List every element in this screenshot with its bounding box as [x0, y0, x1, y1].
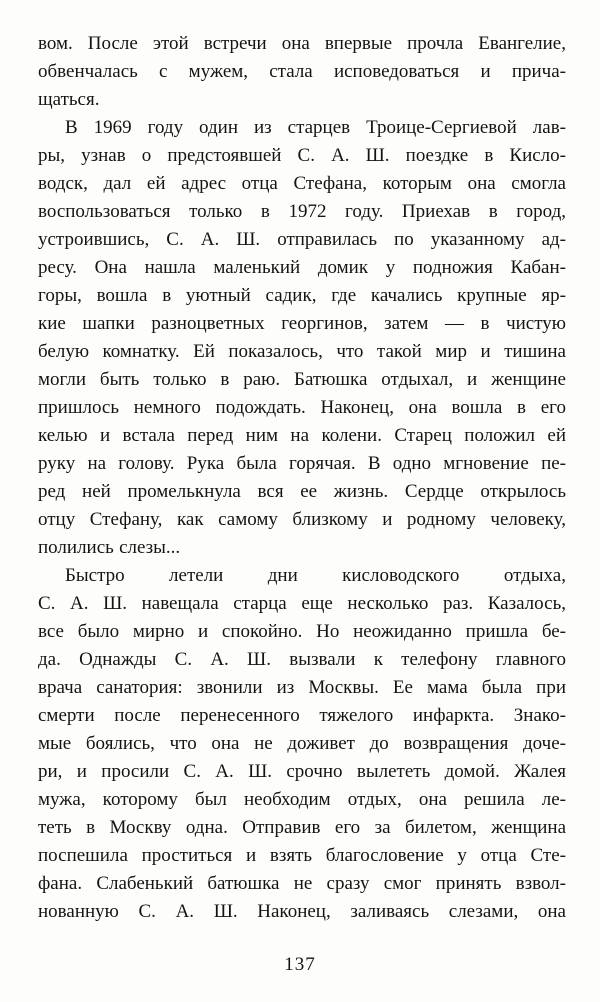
text-line: горы, вошла в уютный садик, где качались крупные яр-: [38, 285, 566, 306]
text-line: ред ней промелькнула вся ее жизнь. Сердце открылось: [38, 481, 566, 502]
text-line: да. Однажды С. А. Ш. вызвали к телефону главного: [38, 649, 566, 670]
text-line: врача санатория: звонили из Москвы. Ее мама была при: [38, 677, 566, 698]
text-line: полились слезы...: [38, 537, 181, 558]
text-line: руку на голову. Рука была горячая. В одно мгновение пе-: [38, 453, 566, 474]
text-line: водск, дал ей адрес отца Стефана, которым она смогла: [38, 173, 566, 194]
text-line: ри, и просили С. А. Ш. срочно вылететь домой. Жалея: [38, 761, 566, 782]
text-line: устроившись, С. А. Ш. отправилась по указанному ад-: [38, 229, 566, 250]
text-line: мужа, которому был необходим отдых, она решила ле-: [38, 789, 566, 810]
text-line: С. А. Ш. навещала старца еще несколько раз. Казалось,: [38, 593, 566, 614]
text-line: могли быть только в раю. Батюшка отдыхал, и женщине: [38, 369, 566, 390]
text-line: поспешила проститься и взять благословение у отца Сте-: [38, 845, 566, 866]
text-line: ры, узнав о предстоявшей С. А. Ш. поездке в Кисло-: [38, 145, 566, 166]
page-number: 137: [284, 954, 316, 975]
text-line: Быстро летели дни кисловодского отдыха,: [65, 565, 566, 586]
page-text: [38, 30, 566, 926]
text-line: теть в Москву одна. Отправив его за билетом, женщина: [38, 817, 566, 838]
text-line: вом. После этой встречи она впервые прочла Евангелие,: [38, 33, 566, 54]
text-line: белую комнатку. Ей показалось, что такой мир и тишина: [38, 341, 566, 362]
text-line: ресу. Она нашла маленький домик у подножия Кабан-: [38, 257, 566, 278]
text-line: пришлось немного подождать. Наконец, она вошла в его: [38, 397, 566, 418]
text-line: нованную С. А. Ш. Наконец, заливаясь слезами, она: [38, 901, 566, 922]
text-line: щаться.: [38, 89, 100, 110]
text-line: В 1969 году один из старцев Троице-Сергиевой лав-: [65, 117, 566, 138]
text-line: фана. Слабенький батюшка не сразу смог принять взвол-: [38, 873, 566, 894]
text-line: келью и встала перед ним на колени. Старец положил ей: [38, 425, 566, 446]
text-line: отцу Стефану, как самому близкому и родному человеку,: [38, 509, 566, 530]
text-line: мые боялись, что она не доживет до возвращения доче-: [38, 733, 566, 754]
text-line: обвенчалась с мужем, стала исповедоваться и прича-: [38, 61, 566, 82]
text-line: воспользоваться только в 1972 году. Приехав в город,: [38, 201, 566, 222]
text-line: смерти после перенесенного тяжелого инфаркта. Знако-: [38, 705, 566, 726]
text-line: кие шапки разноцветных георгинов, затем — в чистую: [38, 313, 566, 334]
text-line: все было мирно и спокойно. Но неожиданно пришла бе-: [38, 621, 566, 642]
